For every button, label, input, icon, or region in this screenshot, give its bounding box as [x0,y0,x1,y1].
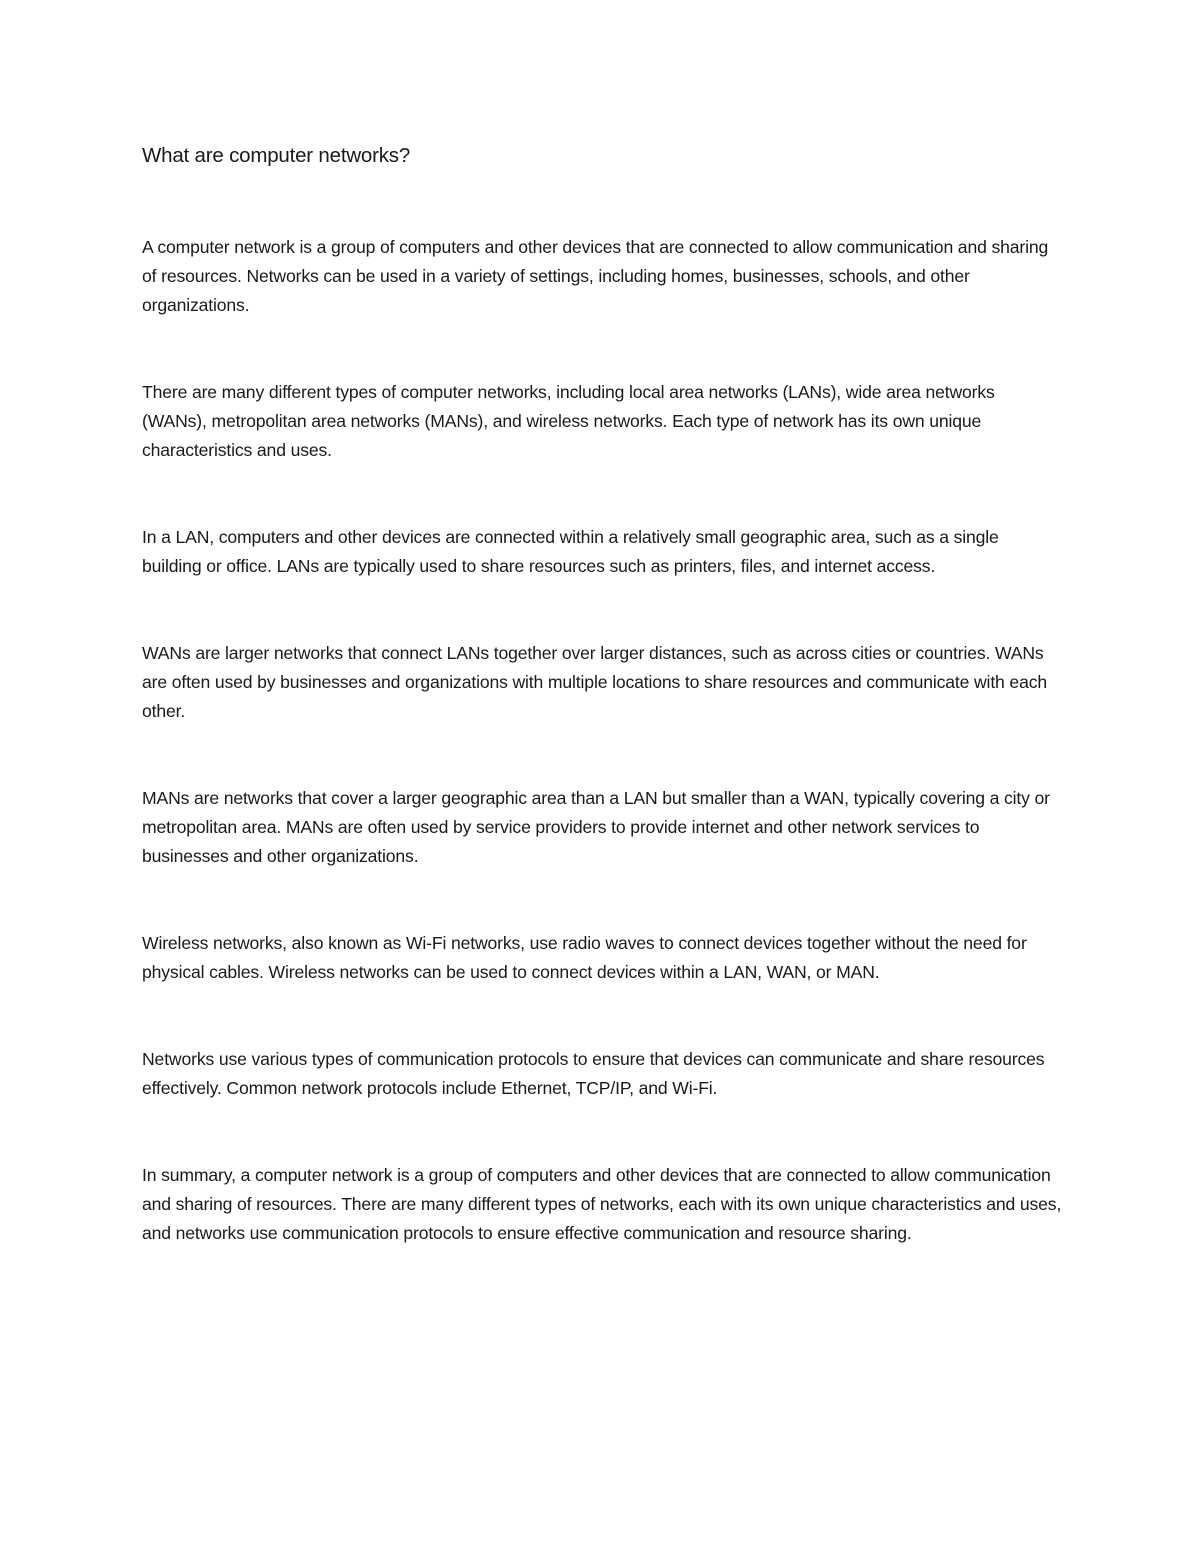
paragraph-network-types: There are many different types of computer networks, including local area networks (LANs), wide area networks (WANs), metropolitan area networks (MANs), and wireless networks. Each type of network has its own unique characteristics and uses. [142,382,995,460]
document-body [142,140,1062,1248]
paragraph-protocols: Networks use various types of communication protocols to ensure that devices can communicate and share resources effectively. Common network protocols include Ethernet, TCP/IP, and Wi-Fi. [142,1049,1045,1098]
paragraph-definition: A computer network is a group of computers and other devices that are connected to allow communication and sharing of resources. Networks can be used in a variety of settings, including homes, businesses, schools, and other organizations. [142,237,1049,315]
document-title: What are computer networks? [142,144,411,167]
paragraph-wan: WANs are larger networks that connect LANs together over larger distances, such as across cities or countries. WANs are often used by businesses and organizations with multiple locations to share resources and communicate with each other. [142,643,1047,721]
paragraph-man: MANs are networks that cover a larger geographic area than a LAN but smaller than a WAN, typically covering a city or metropolitan area. MANs are often used by service providers to provide internet and other network services to businesses and other organizations. [142,788,1050,866]
paragraph-wireless: Wireless networks, also known as Wi-Fi networks, use radio waves to connect devices together without the need for physical cables. Wireless networks can be used to connect devices within a LAN, WAN, or MAN. [142,933,1027,982]
paragraph-lan: In a LAN, computers and other devices are connected within a relatively small geographic area, such as a single building or office. LANs are typically used to share resources such as printers, files, and internet access. [142,527,999,576]
paragraph-summary: In summary, a computer network is a group of computers and other devices that are connected to allow communication and sharing of resources. There are many different types of networks, each with its own unique characteristics and uses, and networks use communication protocols to ensure effective communication and resource sharing. [142,1165,1062,1243]
